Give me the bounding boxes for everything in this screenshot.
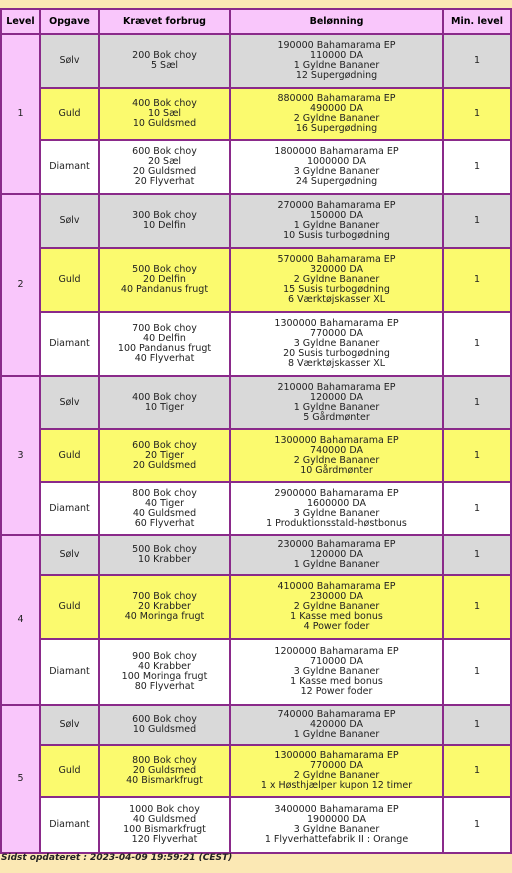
last-updated: Sidst opdateret : 2023-04-09 19:59:21 (CEST) (1, 853, 233, 863)
quest-row (2, 746, 510, 796)
header-reward: Belønning (231, 10, 442, 33)
min-level-cell: 1 (444, 430, 510, 481)
required-item: 1000 Bok choy (129, 804, 200, 815)
task-cell: Sølv (41, 536, 98, 574)
required-item: 10 Krabber (138, 554, 191, 565)
required-item: 20 Guldsmed (132, 765, 197, 776)
quest-row (2, 89, 510, 139)
required-cell (100, 430, 229, 481)
required-cell (100, 746, 229, 796)
reward-item: 15 Susis turbogødning (283, 284, 390, 295)
required-item: 600 Bok choy (132, 439, 197, 451)
required-cell (100, 141, 229, 193)
required-cell (100, 576, 229, 638)
quest-row (2, 706, 510, 744)
reward-item: 1 Kasse med bonus (290, 611, 383, 622)
reward-item: 2900000 Bahamarama EP (274, 487, 399, 499)
min-level-cell: 1 (444, 249, 510, 311)
quest-row (2, 377, 510, 428)
reward-item: 4 Power foder (303, 621, 370, 632)
required-item: 800 Bok choy (132, 487, 197, 499)
required-item: 20 Guldsmed (132, 459, 197, 471)
reward-item: 1 Produktionsstald-høstbonus (266, 517, 407, 529)
reward-item: 3 Gyldne Bananer (293, 824, 380, 835)
task-cell: Sølv (41, 195, 98, 247)
required-item: 120 Flyverhat (131, 834, 198, 845)
required-item: 20 Sæl (147, 156, 182, 167)
task-cell: Guld (41, 249, 98, 311)
required-cell (100, 483, 229, 534)
task-cell: Guld (41, 430, 98, 481)
required-item: 500 Bok choy (132, 264, 197, 275)
reward-item: 1 Gyldne Bananer (293, 559, 380, 570)
required-item: 40 Delfin (143, 333, 186, 344)
required-cell (100, 798, 229, 852)
quest-row (2, 35, 510, 87)
required-cell (100, 195, 229, 247)
reward-item: 710000 DA (310, 656, 363, 667)
task-cell: Guld (41, 89, 98, 139)
required-cell (100, 640, 229, 704)
level-cell: 2 (2, 195, 39, 375)
reward-item: 1 Flyverhattefabrik II : Orange (264, 834, 409, 845)
min-level-cell: 1 (444, 536, 510, 574)
reward-item: 1600000 DA (307, 497, 366, 509)
min-level-cell: 1 (444, 576, 510, 638)
required-item: 700 Bok choy (132, 323, 197, 334)
reward-item: 16 Supergødning (295, 123, 378, 134)
reward-item: 570000 Bahamarama EP (277, 254, 396, 265)
required-item: 40 Bismarkfrugt (126, 775, 203, 786)
task-cell: Diamant (41, 483, 98, 534)
reward-cell (231, 640, 442, 704)
reward-item: 2 Gyldne Bananer (293, 113, 380, 124)
min-level-cell: 1 (444, 746, 510, 796)
quest-body (2, 35, 510, 852)
required-item: 10 Sæl (147, 108, 182, 119)
min-level-cell: 1 (444, 141, 510, 193)
reward-item: 1800000 Bahamarama EP (274, 146, 399, 157)
min-level-cell: 1 (444, 313, 510, 375)
reward-item: 770000 DA (310, 760, 363, 771)
reward-item: 740000 DA (310, 444, 363, 456)
required-item: 20 Krabber (138, 601, 191, 612)
required-item: 600 Bok choy (132, 714, 197, 725)
header-level: Level (2, 10, 39, 33)
reward-item: 210000 Bahamarama EP (277, 381, 396, 393)
quest-row (2, 798, 510, 852)
required-item: 900 Bok choy (132, 651, 197, 662)
level-cell: 1 (2, 35, 39, 193)
reward-item: 2 Gyldne Bananer (293, 601, 380, 612)
reward-item: 2 Gyldne Bananer (293, 274, 380, 285)
reward-item: 12 Power foder (300, 686, 373, 697)
required-cell (100, 35, 229, 87)
quest-row (2, 483, 510, 534)
required-item: 100 Bismarkfrugt (123, 824, 206, 835)
required-item: 600 Bok choy (132, 146, 197, 157)
reward-item: 320000 DA (310, 264, 363, 275)
reward-cell (231, 536, 442, 574)
level-cell: 5 (2, 706, 39, 852)
reward-item: 420000 DA (310, 719, 363, 730)
required-item: 20 Delfin (143, 274, 186, 285)
reward-item: 1 Kasse med bonus (290, 676, 383, 687)
reward-item: 3 Gyldne Bananer (293, 666, 380, 677)
task-cell: Sølv (41, 35, 98, 87)
reward-cell (231, 313, 442, 375)
reward-item: 770000 DA (310, 328, 363, 339)
required-item: 40 Flyverhat (134, 353, 195, 364)
reward-item: 1300000 Bahamarama EP (274, 750, 399, 761)
reward-cell (231, 89, 442, 139)
reward-item: 150000 DA (310, 210, 363, 221)
min-level-cell: 1 (444, 89, 510, 139)
reward-item: 2 Gyldne Bananer (293, 454, 380, 466)
reward-item: 3 Gyldne Bananer (293, 166, 380, 177)
required-cell (100, 706, 229, 744)
min-level-cell: 1 (444, 35, 510, 87)
min-level-cell: 1 (444, 798, 510, 852)
min-level-cell: 1 (444, 706, 510, 744)
reward-cell (231, 141, 442, 193)
reward-item: 740000 Bahamarama EP (277, 709, 396, 720)
reward-item: 12 Supergødning (295, 70, 378, 81)
reward-item: 5 Gårdmønter (303, 411, 370, 423)
required-item: 300 Bok choy (132, 210, 197, 221)
required-cell (100, 377, 229, 428)
reward-item: 490000 DA (310, 103, 363, 114)
reward-item: 6 Værktøjskasser XL (287, 294, 386, 305)
reward-item: 1 Gyldne Bananer (293, 401, 380, 413)
reward-cell (231, 35, 442, 87)
task-cell: Guld (41, 576, 98, 638)
quest-row (2, 195, 510, 247)
required-item: 100 Pandanus frugt (117, 343, 212, 354)
required-cell (100, 313, 229, 375)
reward-item: 1200000 Bahamarama EP (274, 646, 399, 657)
required-item: 20 Tiger (144, 449, 185, 461)
level-cell: 3 (2, 377, 39, 534)
quest-row (2, 640, 510, 704)
header-task: Opgave (41, 10, 98, 33)
reward-cell (231, 706, 442, 744)
reward-item: 1 Gyldne Bananer (293, 729, 380, 740)
reward-item: 1900000 DA (307, 814, 366, 825)
reward-cell (231, 483, 442, 534)
required-item: 400 Bok choy (132, 391, 197, 403)
reward-item: 1 x Høsthjælper kupon 12 timer (260, 780, 413, 791)
quest-row (2, 536, 510, 574)
task-cell: Diamant (41, 141, 98, 193)
required-item: 20 Guldsmed (132, 166, 197, 177)
required-item: 40 Pandanus frugt (120, 284, 209, 295)
required-item: 60 Flyverhat (134, 517, 195, 529)
reward-item: 120000 DA (310, 549, 363, 560)
required-item: 500 Bok choy (132, 544, 197, 555)
required-item: 400 Bok choy (132, 98, 197, 109)
required-item: 40 Tiger (144, 497, 185, 509)
reward-cell (231, 377, 442, 428)
min-level-cell: 1 (444, 640, 510, 704)
task-cell: Diamant (41, 313, 98, 375)
reward-item: 230000 Bahamarama EP (277, 539, 396, 550)
task-cell: Sølv (41, 706, 98, 744)
reward-item: 10 Gårdmønter (300, 464, 373, 476)
reward-item: 1 Gyldne Bananer (293, 220, 380, 231)
required-item: 40 Moringa frugt (124, 611, 205, 622)
reward-item: 1300000 Bahamarama EP (274, 434, 399, 446)
required-item: 40 Guldsmed (132, 507, 197, 519)
reward-item: 120000 DA (310, 391, 363, 403)
quest-table (0, 8, 512, 854)
required-item: 10 Guldsmed (132, 724, 197, 735)
reward-item: 10 Susis turbogødning (283, 230, 390, 241)
quest-row (2, 249, 510, 311)
quest-row (2, 141, 510, 193)
reward-cell (231, 746, 442, 796)
required-item: 100 Moringa frugt (121, 671, 208, 682)
reward-item: 1 Gyldne Bananer (293, 60, 380, 71)
reward-item: 3 Gyldne Bananer (293, 507, 380, 519)
reward-item: 20 Susis turbogødning (283, 348, 390, 359)
header-row (2, 10, 510, 33)
task-cell: Guld (41, 746, 98, 796)
required-item: 200 Bok choy (132, 50, 197, 61)
required-item: 700 Bok choy (132, 591, 197, 602)
reward-cell (231, 249, 442, 311)
reward-item: 1300000 Bahamarama EP (274, 318, 399, 329)
reward-item: 190000 Bahamarama EP (277, 40, 396, 51)
reward-item: 410000 Bahamarama EP (277, 581, 396, 592)
header-required: Krævet forbrug (100, 10, 229, 33)
task-cell: Diamant (41, 640, 98, 704)
quest-row (2, 313, 510, 375)
reward-cell (231, 430, 442, 481)
reward-cell (231, 195, 442, 247)
min-level-cell: 1 (444, 483, 510, 534)
reward-cell (231, 798, 442, 852)
required-item: 40 Guldsmed (132, 814, 197, 825)
min-level-cell: 1 (444, 377, 510, 428)
reward-cell (231, 576, 442, 638)
reward-item: 3 Gyldne Bananer (293, 338, 380, 349)
level-cell: 4 (2, 536, 39, 704)
required-item: 800 Bok choy (132, 755, 197, 766)
required-item: 10 Guldsmed (132, 118, 197, 129)
header-min-level: Min. level (444, 10, 510, 33)
reward-item: 24 Supergødning (295, 176, 378, 187)
quest-row (2, 576, 510, 638)
min-level-cell: 1 (444, 195, 510, 247)
task-cell: Sølv (41, 377, 98, 428)
reward-item: 880000 Bahamarama EP (277, 93, 396, 104)
reward-item: 1000000 DA (307, 156, 366, 167)
required-cell (100, 249, 229, 311)
required-cell (100, 89, 229, 139)
reward-item: 2 Gyldne Bananer (293, 770, 380, 781)
required-item: 10 Tiger (144, 401, 185, 413)
task-cell: Diamant (41, 798, 98, 852)
required-item: 40 Krabber (138, 661, 191, 672)
reward-item: 110000 DA (310, 50, 363, 61)
reward-item: 8 Værktøjskasser XL (287, 358, 386, 369)
required-item: 5 Sæl (150, 60, 179, 71)
reward-item: 270000 Bahamarama EP (277, 200, 396, 211)
required-item: 20 Flyverhat (134, 176, 195, 187)
reward-item: 230000 DA (310, 591, 363, 602)
quest-row (2, 430, 510, 481)
required-item: 80 Flyverhat (134, 681, 195, 692)
reward-item: 3400000 Bahamarama EP (274, 804, 399, 815)
required-item: 10 Delfin (143, 220, 186, 231)
required-cell (100, 536, 229, 574)
